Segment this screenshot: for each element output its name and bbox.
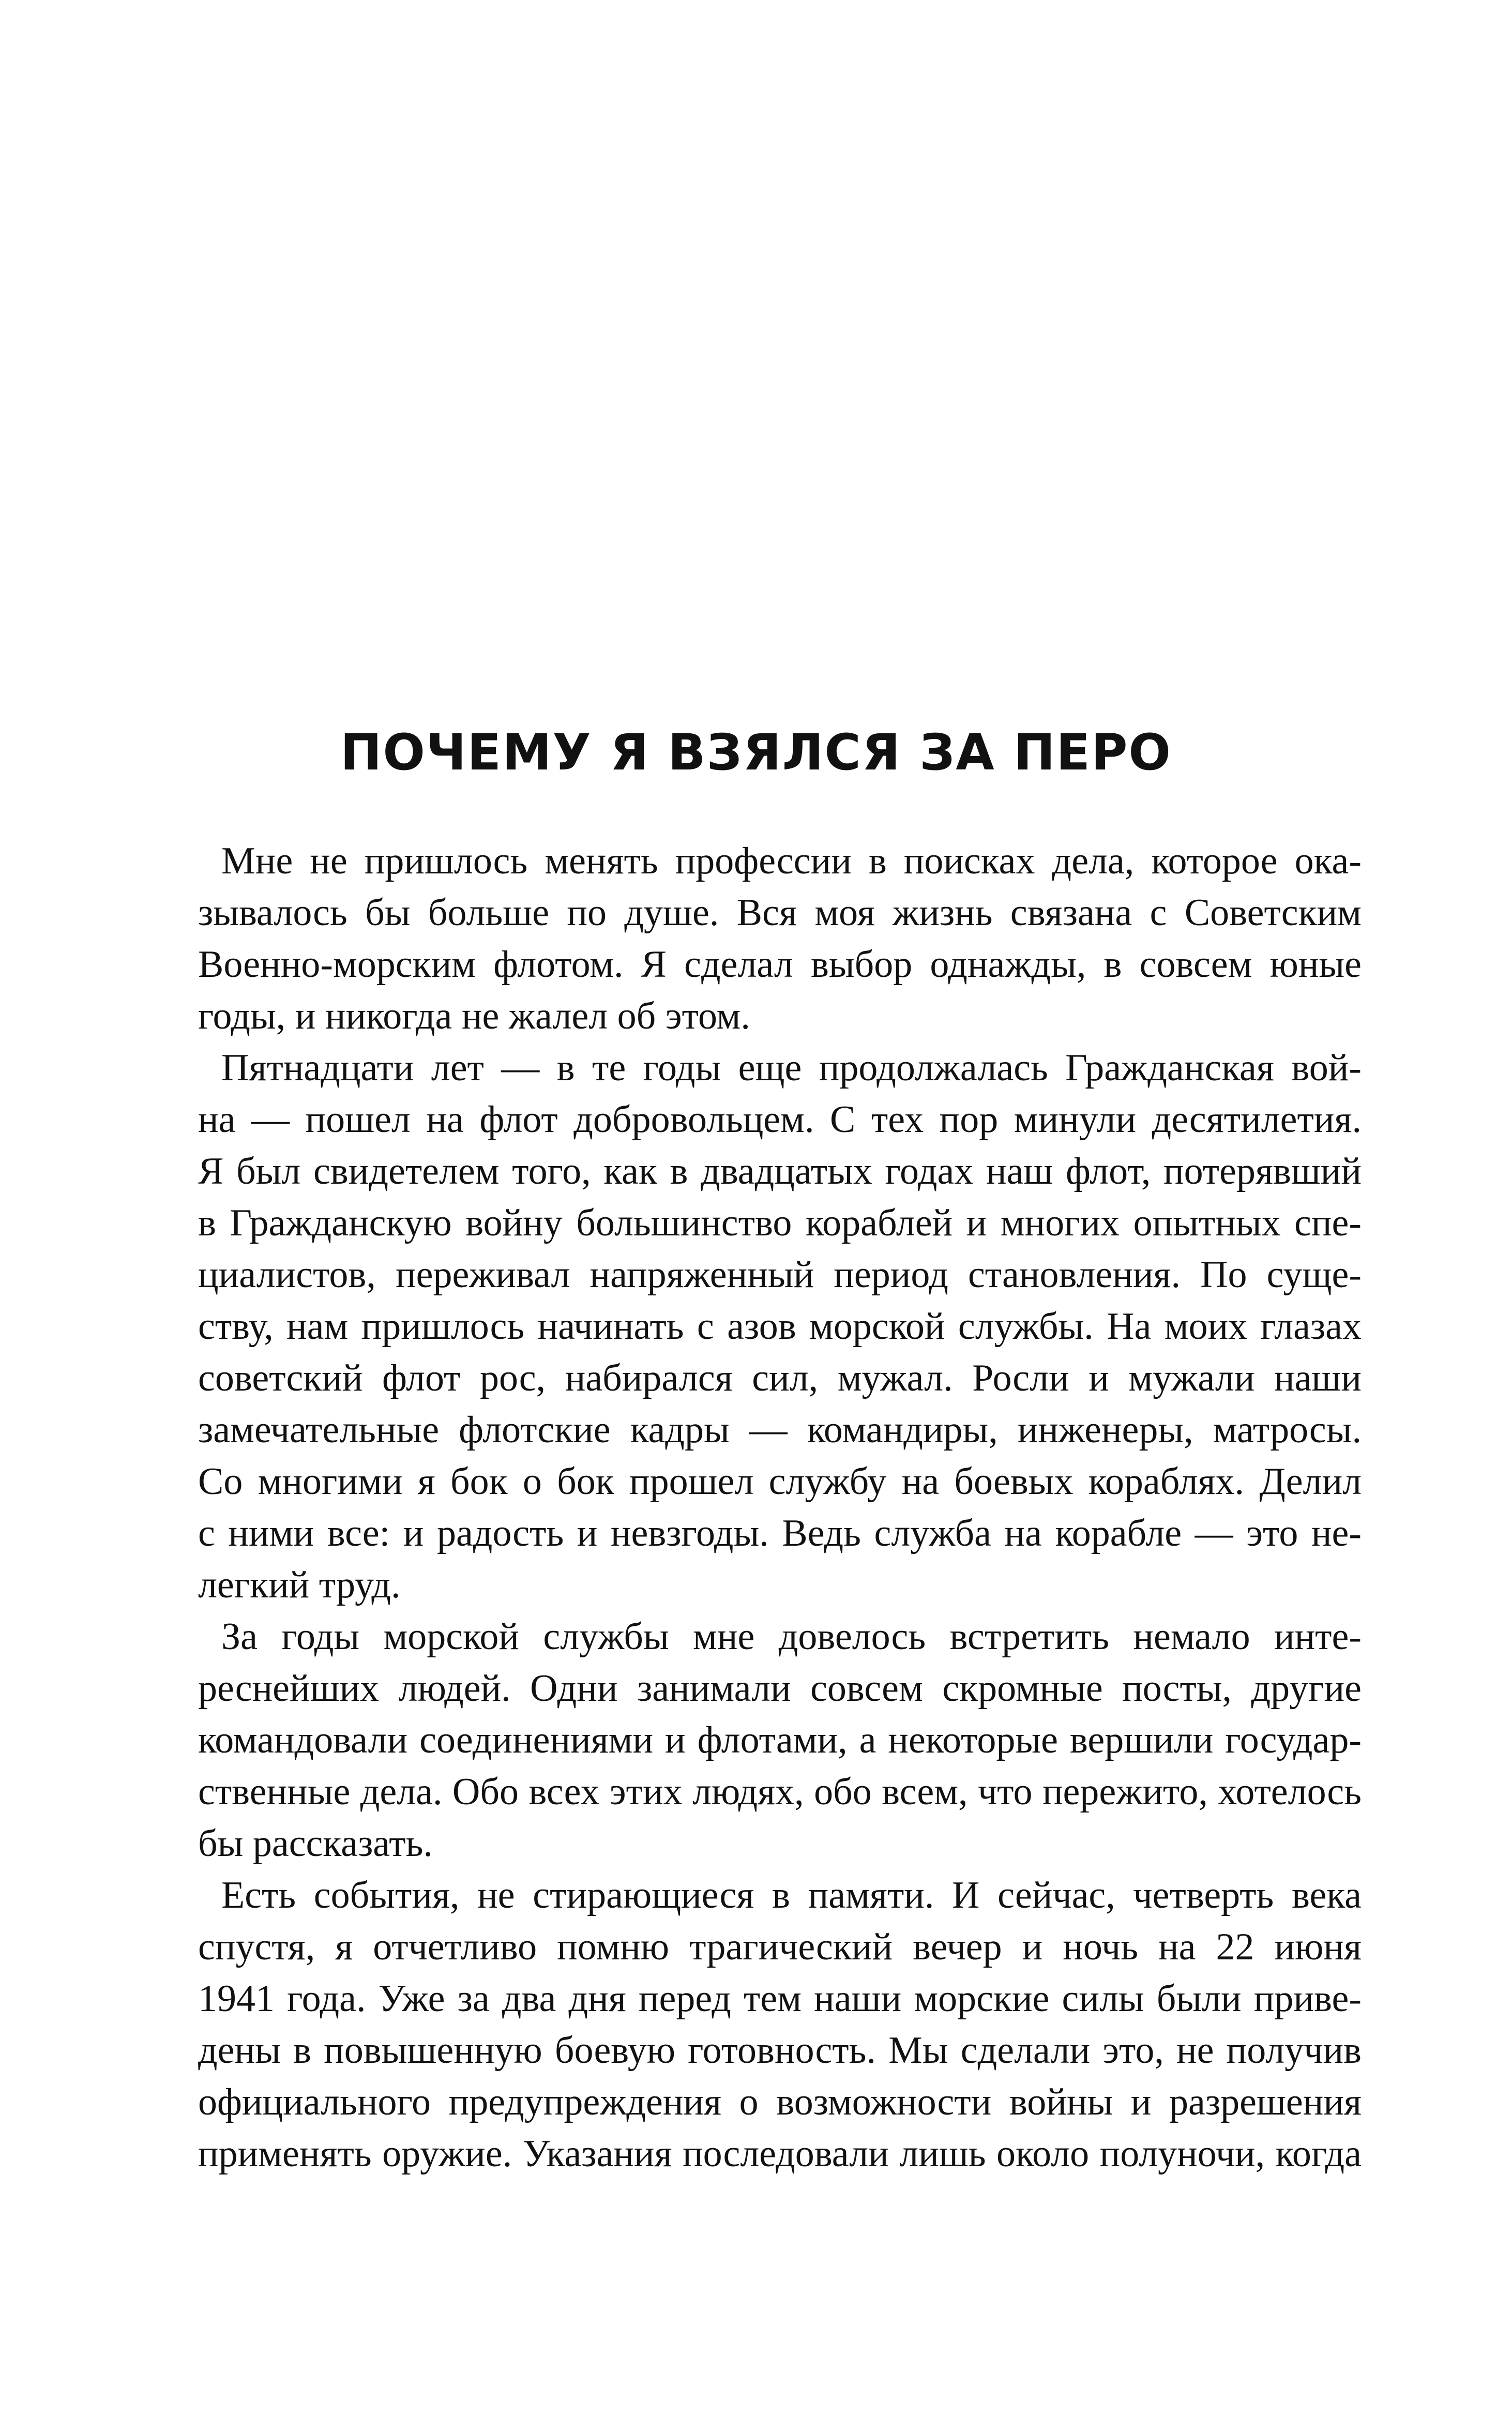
paragraph [198, 1042, 1362, 1611]
text-line: реснейших людей. Одни занимали совсем скромные посты, другие [198, 1667, 1362, 1710]
text-line: За годы морской службы мне довелось встретить немало инте- [221, 1615, 1362, 1658]
text-line: Я был свидетелем того, как в двадцатых годах наш флот, потерявший [198, 1150, 1362, 1192]
text-line: легкий труд. [198, 1564, 401, 1606]
text-line: замечательные флотские кадры — командиры, инженеры, матросы. [198, 1409, 1362, 1451]
text-line: годы, и никогда не жалел об этом. [198, 995, 750, 1037]
text-line: зывалось бы больше по душе. Вся моя жизнь связана с Советским [198, 892, 1362, 934]
text-line: советский флот рос, набирался сил, мужал. Росли и мужали наши [198, 1357, 1362, 1399]
chapter-title: ПОЧЕМУ Я ВЗЯЛСЯ ЗА ПЕРО [340, 723, 1172, 781]
text-line: циалистов, переживал напряженный период становления. По суще- [198, 1254, 1362, 1296]
text-line: на — пошел на флот добровольцем. С тех пор минули десятилетия. [198, 1098, 1362, 1141]
body-text [198, 835, 1362, 2180]
text-line: официального предупреждения о возможности войны и разрешения [198, 2081, 1362, 2123]
text-line: бы рассказать. [198, 1822, 433, 1865]
text-line: спустя, я отчетливо помню трагический вечер и ночь на 22 июня [198, 1926, 1362, 1968]
text-line: дены в повышенную боевую готовность. Мы сделали это, не получив [198, 2029, 1362, 2072]
text-line: Есть события, не стирающиеся в памяти. И сейчас, четверть века [221, 1874, 1362, 1916]
paragraph [198, 1869, 1362, 2180]
text-line: применять оружие. Указания последовали лишь около полуночи, когда [198, 2133, 1362, 2175]
paragraph [198, 1611, 1362, 1869]
text-line: Пятнадцати лет — в те годы еще продолжалась Гражданская вой- [221, 1047, 1362, 1089]
text-line: командовали соединениями и флотами, а некоторые вершили государ- [198, 1719, 1362, 1761]
text-line: ству, нам пришлось начинать с азов морской службы. На моих глазах [198, 1305, 1362, 1348]
paragraph [198, 835, 1362, 1042]
text-line: в Гражданскую войну большинство кораблей и многих опытных спе- [198, 1202, 1362, 1244]
text-line: ственные дела. Обо всех этих людях, обо всем, что пережито, хотелось [198, 1771, 1362, 1813]
text-line: с ними все: и радость и невзгоды. Ведь служба на корабле — это не- [198, 1512, 1362, 1554]
text-line: Военно-морским флотом. Я сделал выбор однажды, в совсем юные [198, 943, 1362, 986]
text-line: Мне не пришлось менять профессии в поисках дела, которое ока- [221, 840, 1362, 882]
text-line: Со многими я бок о бок прошел службу на боевых кораблях. Делил [198, 1460, 1362, 1503]
text-line: 1941 года. Уже за два дня перед тем наши морские силы были приве- [198, 1977, 1362, 2020]
